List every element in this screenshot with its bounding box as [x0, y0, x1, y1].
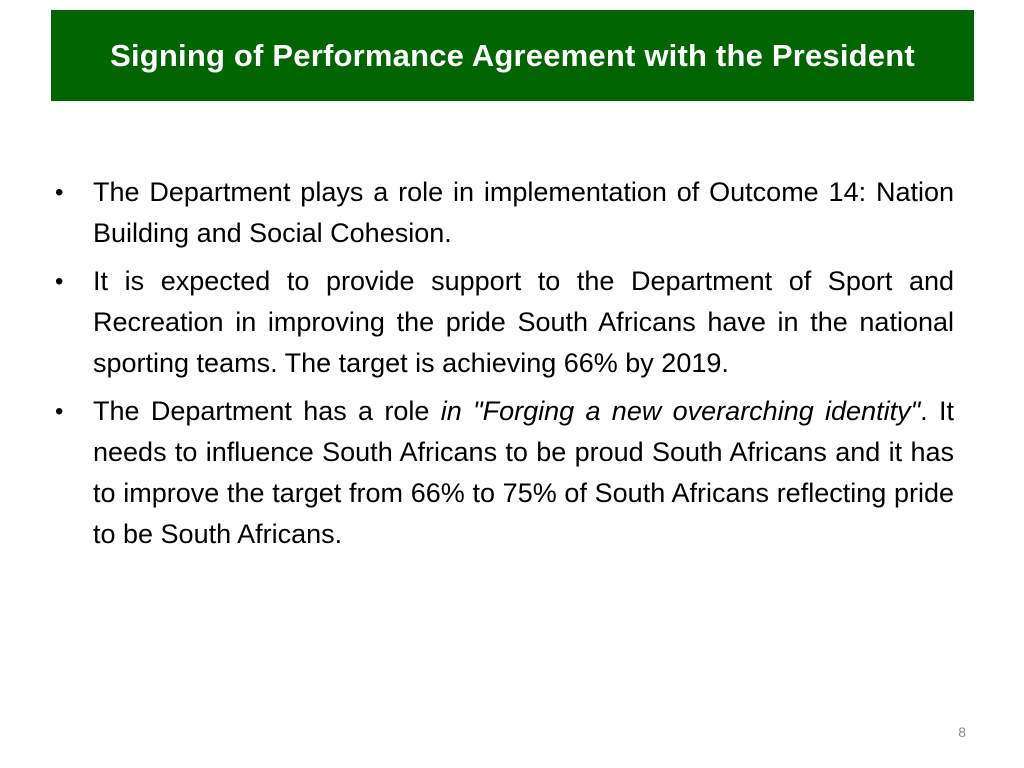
bullet-text-start: The Department has a role	[93, 396, 441, 426]
bullet-text: It is expected to provide support to the Department of Sport and Recreation in improving the pride South Africans have in the national sporting teams. The target is achieving 66% by 2019.	[93, 266, 954, 378]
bullet-icon: •	[55, 268, 64, 295]
slide-title: Signing of Performance Agreement with the President	[110, 37, 915, 73]
bullet-text-italic: in "Forging a new overarching identity"	[440, 396, 921, 426]
bullet-text: The Department plays a role in implementation of Outcome 14: Nation Building and Social Cohesion.	[93, 177, 954, 248]
title-bar	[51, 10, 974, 101]
bullet-icon: •	[55, 398, 64, 425]
bullet-item-3	[55, 391, 954, 555]
page-number: 8	[958, 724, 966, 740]
bullet-item-2	[55, 261, 954, 384]
bullet-list	[55, 172, 954, 562]
bullet-item-1	[55, 172, 954, 254]
bullet-icon: •	[55, 179, 64, 206]
bullet-text-end: . It needs to influence South Africans to be proud South Africans and it has to improve the target from 66% to 75% of South Africans reflecting pride to be South Africans.	[93, 396, 954, 549]
